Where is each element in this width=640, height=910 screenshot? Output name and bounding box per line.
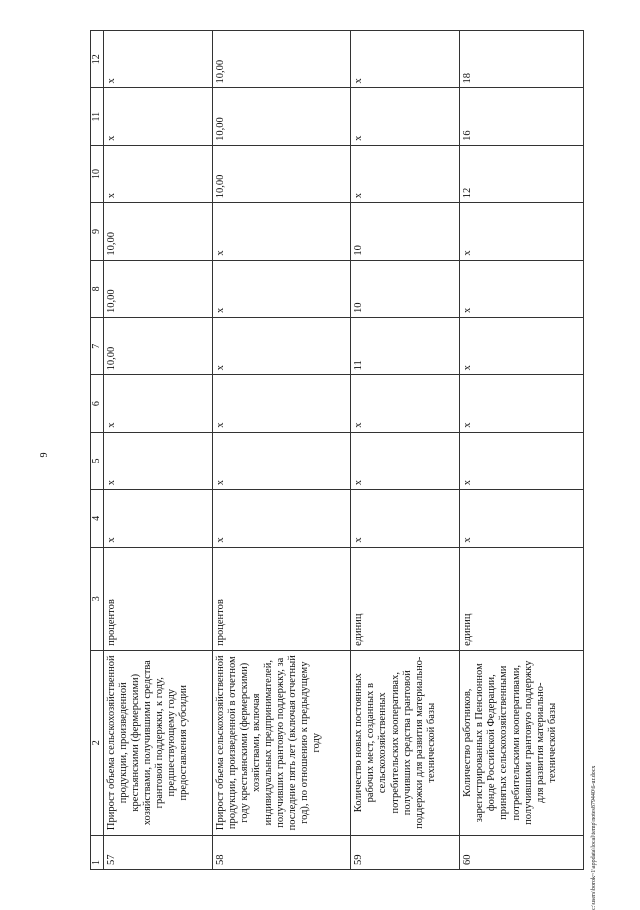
header-col-5: 5 [91, 432, 104, 489]
unit-cell: единиц [351, 547, 460, 650]
header-col-2: 2 [91, 650, 104, 835]
value-cell: 11 [351, 318, 460, 375]
value-cell: 10,00 [104, 260, 213, 317]
header-col-4: 4 [91, 490, 104, 547]
value-cell: х [212, 318, 350, 375]
table-row-57 [104, 31, 213, 870]
header-col-1: 1 [91, 835, 104, 869]
value-cell: х [212, 432, 350, 489]
value-cell: х [212, 490, 350, 547]
indicator-name: Количество работников, зарегистрированных в Пенсионном фонде Российской Федерации, принятых сельскохозяйственными потребительскими кооперативами, получившими грантовую поддержку для развития материально-технической базы [460, 650, 584, 835]
unit-cell: единиц [460, 547, 584, 650]
unit-cell: процентов [212, 547, 350, 650]
value-cell: 10 [351, 203, 460, 260]
value-cell: х [104, 490, 213, 547]
value-cell: х [460, 375, 584, 432]
header-col-6: 6 [91, 375, 104, 432]
indicator-table [90, 30, 584, 870]
value-cell: 10,00 [104, 203, 213, 260]
table-header-row [91, 31, 104, 870]
footer-file-path: c:\users\borok~1\appdata\local\temp\notes879440\6-ur.docx [591, 765, 597, 910]
value-cell: х [351, 31, 460, 88]
value-cell: х [460, 490, 584, 547]
value-cell: х [104, 145, 213, 202]
value-cell: х [104, 432, 213, 489]
value-cell: х [351, 490, 460, 547]
header-col-11: 11 [91, 88, 104, 145]
value-cell: 10,00 [104, 318, 213, 375]
value-cell: х [460, 318, 584, 375]
value-cell: х [104, 31, 213, 88]
value-cell: х [104, 88, 213, 145]
value-cell: х [351, 88, 460, 145]
value-cell: 16 [460, 88, 584, 145]
value-cell: х [212, 375, 350, 432]
value-cell: х [351, 432, 460, 489]
value-cell: 10,00 [212, 145, 350, 202]
indicator-name: Прирост объема сельскохозяйственной продукции, произведенной в отчетном году крестьянскими (фермерскими) хозяйствами, включая индивидуальных предпринимателей, получивших грантовую поддержку, за последние пять лет (включая отчетный год), по отношению к предыдущему году [212, 650, 350, 835]
indicator-table-rotated [90, 30, 584, 870]
value-cell: х [212, 203, 350, 260]
unit-cell: процентов [104, 547, 213, 650]
value-cell: х [351, 375, 460, 432]
row-number: 59 [351, 835, 460, 869]
header-col-3: 3 [91, 547, 104, 650]
value-cell: 10,00 [212, 31, 350, 88]
value-cell: 10 [351, 260, 460, 317]
header-col-8: 8 [91, 260, 104, 317]
header-col-9: 9 [91, 203, 104, 260]
value-cell: 10,00 [212, 88, 350, 145]
value-cell: 18 [460, 31, 584, 88]
row-number: 60 [460, 835, 584, 869]
row-number: 58 [212, 835, 350, 869]
row-number: 57 [104, 835, 213, 869]
value-cell: х [460, 432, 584, 489]
header-col-10: 10 [91, 145, 104, 202]
table-row-60 [460, 31, 584, 870]
indicator-name: Прирост объема сельскохозяйственной продукции, произведенной крестьянскими (фермерскими) хозяйствами, получившими средства грантовой поддержки, к году, предшествующему году предоставления субсидии [104, 650, 213, 835]
header-col-12: 12 [91, 31, 104, 88]
value-cell: х [460, 203, 584, 260]
value-cell: 12 [460, 145, 584, 202]
table-row-59 [351, 31, 460, 870]
value-cell: х [104, 375, 213, 432]
table-row-58 [212, 31, 350, 870]
indicator-name: Количество новых постоянных рабочих мест, созданных в сельскохозяйственных потребительских кооперативах, получивших средства грантовой поддержки для развития материально-технической базы [351, 650, 460, 835]
value-cell: х [460, 260, 584, 317]
value-cell: х [351, 145, 460, 202]
page-number: 9 [39, 452, 50, 458]
value-cell: х [212, 260, 350, 317]
header-col-7: 7 [91, 318, 104, 375]
